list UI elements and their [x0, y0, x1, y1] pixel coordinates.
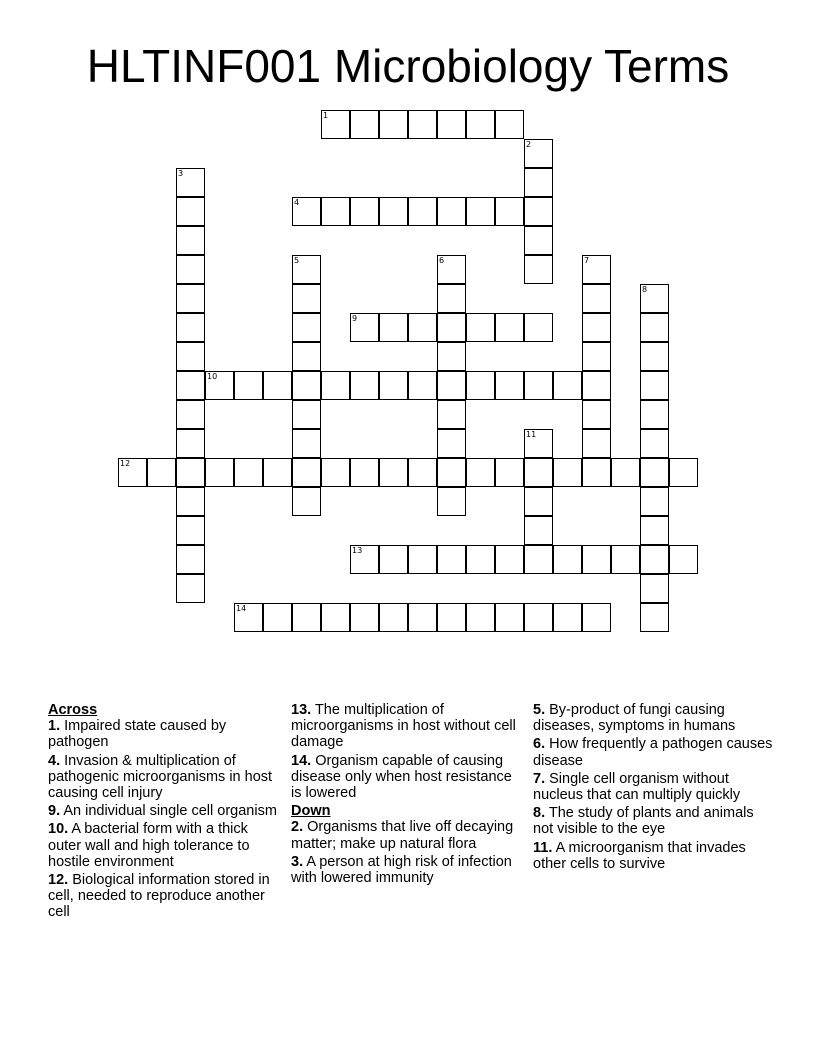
grid-cell[interactable]: [582, 342, 611, 371]
grid-cell[interactable]: [553, 371, 582, 400]
clue-text: How frequently a pathogen causes disease: [533, 736, 773, 769]
grid-cell[interactable]: [408, 545, 437, 574]
grid-cell[interactable]: [263, 603, 292, 632]
grid-cell[interactable]: [582, 545, 611, 574]
grid-cell[interactable]: [205, 371, 234, 400]
grid-cell[interactable]: [408, 197, 437, 226]
grid-cell[interactable]: [640, 429, 669, 458]
grid-cell[interactable]: [437, 110, 466, 139]
clue-text: Biological information stored in cell, needed to reproduce another cell: [48, 872, 270, 921]
cell-number: 6: [439, 256, 445, 265]
grid-cell[interactable]: [292, 197, 321, 226]
grid-cell[interactable]: [640, 371, 669, 400]
cell-number: 4: [294, 198, 300, 207]
grid-cell[interactable]: [176, 168, 205, 197]
grid-cell[interactable]: [466, 110, 495, 139]
grid-cell[interactable]: [292, 313, 321, 342]
grid-cell[interactable]: [176, 342, 205, 371]
clue-down-8: [533, 805, 773, 837]
grid-cell[interactable]: [176, 574, 205, 603]
grid-cell[interactable]: [466, 313, 495, 342]
grid-cell[interactable]: [234, 458, 263, 487]
grid-cell[interactable]: [553, 603, 582, 632]
grid-cell[interactable]: [176, 284, 205, 313]
grid-cell[interactable]: [176, 313, 205, 342]
grid-cell[interactable]: [640, 574, 669, 603]
grid-cell[interactable]: [640, 487, 669, 516]
clue-number: 2.: [291, 819, 304, 836]
grid-cell[interactable]: [176, 400, 205, 429]
cell-number: 13: [352, 546, 363, 555]
grid-cell[interactable]: [292, 429, 321, 458]
grid-cell[interactable]: [495, 603, 524, 632]
grid-cell[interactable]: [640, 516, 669, 545]
grid-cell[interactable]: [321, 603, 350, 632]
grid-cell[interactable]: [437, 371, 466, 400]
cell-number: 5: [294, 256, 300, 265]
cell-number: 1: [323, 111, 329, 120]
page-title: HLTINF001 Microbiology Terms: [86, 40, 730, 92]
grid-cell[interactable]: [408, 371, 437, 400]
clue-number: 7.: [533, 770, 546, 787]
grid-cell[interactable]: [234, 371, 263, 400]
grid-cell[interactable]: [379, 371, 408, 400]
clue-text: The multiplication of microorganisms in host without cell damage: [291, 702, 516, 751]
grid-cell[interactable]: [466, 371, 495, 400]
clue-across-14: [291, 753, 526, 802]
grid-cell[interactable]: [524, 429, 553, 458]
grid-cell[interactable]: [524, 545, 553, 574]
clues-column-3: [533, 702, 773, 874]
grid-cell[interactable]: [263, 371, 292, 400]
clue-text: A bacterial form with a thick outer wall and high tolerance to hostile environment: [48, 821, 250, 870]
grid-cell[interactable]: [582, 400, 611, 429]
grid-cell[interactable]: [524, 371, 553, 400]
grid-cell[interactable]: [292, 284, 321, 313]
grid-cell[interactable]: [466, 458, 495, 487]
grid-cell[interactable]: [611, 545, 640, 574]
grid-cell[interactable]: [350, 603, 379, 632]
down-heading: Down: [291, 803, 331, 820]
grid-cell[interactable]: [205, 458, 234, 487]
clue-number: 6.: [533, 736, 546, 753]
clue-down-3: [291, 854, 526, 886]
cell-number: 3: [178, 169, 184, 178]
grid-cell[interactable]: [176, 371, 205, 400]
grid-cell[interactable]: [437, 603, 466, 632]
clue-down-11: [533, 840, 773, 872]
grid-cell[interactable]: [379, 313, 408, 342]
grid-cell[interactable]: [669, 458, 698, 487]
grid-cell[interactable]: [408, 110, 437, 139]
grid-cell[interactable]: [582, 458, 611, 487]
clues-column-2: [291, 702, 526, 888]
grid-cell[interactable]: [640, 313, 669, 342]
clue-number: 14.: [291, 752, 312, 769]
grid-cell[interactable]: [495, 371, 524, 400]
grid-cell[interactable]: [437, 429, 466, 458]
clues-column-1: [48, 702, 283, 923]
grid-cell[interactable]: [292, 371, 321, 400]
clue-number: 13.: [291, 702, 312, 718]
grid-cell[interactable]: [495, 458, 524, 487]
grid-cell[interactable]: [553, 458, 582, 487]
grid-cell[interactable]: [553, 545, 582, 574]
grid-cell[interactable]: [524, 313, 553, 342]
grid-cell[interactable]: [582, 429, 611, 458]
grid-cell[interactable]: [582, 255, 611, 284]
grid-cell[interactable]: [524, 487, 553, 516]
grid-cell[interactable]: [437, 342, 466, 371]
grid-cell[interactable]: [379, 197, 408, 226]
clue-number: 8.: [533, 805, 546, 822]
grid-cell[interactable]: [350, 313, 379, 342]
grid-cell[interactable]: [466, 603, 495, 632]
grid-cell[interactable]: [321, 110, 350, 139]
across-heading: Across: [48, 702, 98, 718]
grid-cell[interactable]: [582, 603, 611, 632]
grid-cell[interactable]: [263, 458, 292, 487]
grid-cell[interactable]: [379, 110, 408, 139]
grid-cell[interactable]: [292, 255, 321, 284]
grid-cell[interactable]: [350, 110, 379, 139]
clue-text: A person at high risk of infection with lowered immunity: [291, 853, 512, 887]
grid-cell[interactable]: [524, 197, 553, 226]
grid-cell[interactable]: [321, 197, 350, 226]
cell-number: 7: [584, 256, 590, 265]
grid-cell[interactable]: [437, 255, 466, 284]
clue-number: 4.: [48, 752, 61, 769]
grid-cell[interactable]: [292, 400, 321, 429]
clue-across-12: [48, 872, 283, 921]
clue-across-1: [48, 718, 283, 750]
grid-cell[interactable]: [234, 603, 263, 632]
grid-cell[interactable]: [292, 487, 321, 516]
grid-cell[interactable]: [524, 255, 553, 284]
grid-cell[interactable]: [640, 545, 669, 574]
grid-cell[interactable]: [524, 226, 553, 255]
grid-cell[interactable]: [147, 458, 176, 487]
clue-text: Organisms that live off decaying matter; make up natural flora: [291, 819, 514, 852]
grid-cell[interactable]: [437, 400, 466, 429]
clue-text: The study of plants and animals not visible to the eye: [533, 805, 754, 838]
grid-cell[interactable]: [524, 458, 553, 487]
grid-cell[interactable]: [582, 313, 611, 342]
grid-cell[interactable]: [640, 342, 669, 371]
grid-cell[interactable]: [176, 458, 205, 487]
grid-cell[interactable]: [176, 226, 205, 255]
grid-cell[interactable]: [292, 603, 321, 632]
cell-number: 14: [236, 604, 247, 613]
clue-down-2: [291, 819, 526, 851]
clue-number: 10.: [48, 821, 69, 838]
grid-cell[interactable]: [350, 458, 379, 487]
clue-text: By-product of fungi causing diseases, symptoms in humans: [533, 702, 736, 735]
grid-cell[interactable]: [466, 545, 495, 574]
clue-text: Invasion & multiplication of pathogenic microorganisms in host causing cell injury: [48, 752, 273, 802]
grid-cell[interactable]: [582, 284, 611, 313]
grid-cell[interactable]: [640, 400, 669, 429]
clue-number: 12.: [48, 872, 69, 889]
clue-number: 11.: [533, 839, 553, 856]
grid-cell[interactable]: [640, 603, 669, 632]
clue-down-6: [533, 736, 773, 768]
grid-cell[interactable]: [408, 458, 437, 487]
grid-cell[interactable]: [350, 371, 379, 400]
grid-cell[interactable]: [379, 603, 408, 632]
clue-down-5: [533, 702, 773, 734]
grid-cell[interactable]: [379, 458, 408, 487]
clue-text: Single cell organism without nucleus that can multiply quickly: [533, 770, 741, 804]
grid-cell[interactable]: [640, 458, 669, 487]
cell-number: 11: [526, 430, 537, 439]
grid-cell[interactable]: [437, 458, 466, 487]
grid-cell[interactable]: [176, 255, 205, 284]
grid-cell[interactable]: [292, 342, 321, 371]
clue-text: Organism capable of causing disease only when host resistance is lowered: [291, 752, 512, 802]
grid-cell[interactable]: [495, 313, 524, 342]
grid-cell[interactable]: [524, 168, 553, 197]
grid-cell[interactable]: [524, 516, 553, 545]
grid-cell[interactable]: [524, 139, 553, 168]
grid-cell[interactable]: [176, 545, 205, 574]
grid-cell[interactable]: [379, 545, 408, 574]
cell-number: 9: [352, 314, 358, 323]
grid-cell[interactable]: [437, 545, 466, 574]
grid-cell[interactable]: [466, 197, 495, 226]
grid-cell[interactable]: [611, 458, 640, 487]
clue-down-7: [533, 771, 773, 803]
grid-cell[interactable]: [408, 313, 437, 342]
clue-number: 5.: [533, 702, 546, 718]
clue-across-10: [48, 821, 283, 870]
grid-cell[interactable]: [176, 197, 205, 226]
grid-cell[interactable]: [640, 284, 669, 313]
clue-across-4: [48, 753, 283, 802]
grid-cell[interactable]: [495, 110, 524, 139]
grid-cell[interactable]: [350, 545, 379, 574]
grid-cell[interactable]: [524, 603, 553, 632]
grid-cell[interactable]: [321, 371, 350, 400]
cell-number: 8: [642, 285, 648, 294]
cell-number: 12: [120, 459, 131, 468]
grid-cell[interactable]: [176, 516, 205, 545]
grid-cell[interactable]: [292, 458, 321, 487]
grid-cell[interactable]: [176, 429, 205, 458]
grid-cell[interactable]: [437, 284, 466, 313]
grid-cell[interactable]: [321, 458, 350, 487]
grid-cell[interactable]: [582, 371, 611, 400]
grid-cell[interactable]: [176, 487, 205, 516]
grid-cell[interactable]: [495, 197, 524, 226]
grid-cell[interactable]: [437, 197, 466, 226]
clue-text: Impaired state caused by pathogen: [48, 718, 227, 751]
clue-text: An individual single cell organism: [63, 803, 277, 820]
grid-cell[interactable]: [437, 487, 466, 516]
grid-cell[interactable]: [669, 545, 698, 574]
cell-number: 10: [207, 372, 218, 381]
grid-cell[interactable]: [118, 458, 147, 487]
grid-cell[interactable]: [495, 545, 524, 574]
clue-text: A microorganism that invades other cells to survive: [533, 839, 746, 872]
clue-across-13: [291, 702, 526, 751]
grid-cell[interactable]: [437, 313, 466, 342]
clue-across-9: [48, 803, 283, 819]
clue-number: 9.: [48, 803, 61, 820]
clue-number: 3.: [291, 853, 304, 870]
grid-cell[interactable]: [350, 197, 379, 226]
cell-number: 2: [526, 140, 532, 149]
clue-number: 1.: [48, 718, 61, 735]
grid-cell[interactable]: [408, 603, 437, 632]
